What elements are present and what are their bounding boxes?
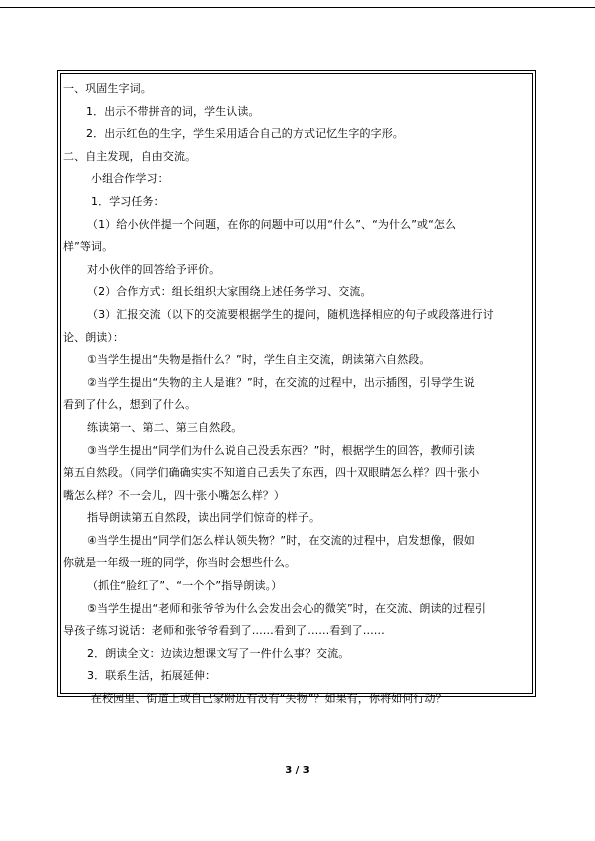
text-line: 1．出示不带拼音的词，学生认读。 xyxy=(86,104,260,118)
text-line: ⑤当学生提出“老师和张爷爷为什么会发出会心的微笑”时，在交流、朗读的过程引 xyxy=(87,601,486,615)
text-line: （1）给小伙伴提一个问题，在你的问题中可以用“什么”、“为什么”或“怎么 xyxy=(87,217,457,231)
text-line: 第五自然段。（同学们确确实实不知道自己丢失了东西，四十双眼睛怎么样？四十张小 xyxy=(63,466,480,480)
text-line: 1．学习任务： xyxy=(91,194,165,208)
page-number: 3 / 3 xyxy=(285,765,310,776)
text-line: ②当学生提出“失物的主人是谁？”时，在交流的过程中，出示插图，引导学生说 xyxy=(87,375,475,389)
text-line: ①当学生提出“失物是指什么？”时，学生自主交流，朗读第六自然段。 xyxy=(87,353,431,367)
text-line: ③当学生提出“同学们为什么说自己没丢东西？”时，根据学生的回答，教师引读 xyxy=(87,443,475,457)
lesson-content xyxy=(63,78,525,711)
text-line: 二、自主发现，自由交流。 xyxy=(63,149,197,163)
text-line: （3）汇报交流（以下的交流要根据学生的提问，随机选择相应的句子或段落进行讨 xyxy=(87,307,494,321)
text-line: 样”等词。 xyxy=(63,240,114,254)
text-line: 一、巩固生字词。 xyxy=(63,82,152,95)
text-line: 在校园里、街道上或自己家附近有没有“失物”？如果有，你将如何行动？ xyxy=(91,692,447,706)
text-line: 导孩子练习说话：老师和张爷爷看到了……看到了……看到了…… xyxy=(63,624,385,638)
text-line: 指导朗读第五自然段，读出同学们惊奇的样子。 xyxy=(87,511,321,525)
text-line: 2．出示红色的生字，学生采用适合自己的方式记忆生字的字形。 xyxy=(86,127,404,141)
text-line: 小组合作学习： xyxy=(91,172,169,186)
text-line: 3．联系生活，拓展延伸： xyxy=(87,669,217,683)
text-line: ④当学生提出“同学们怎么样认领失物？”时，在交流的过程中，启发想像，假如 xyxy=(87,533,475,547)
text-line: （抓住“脸红了”、“一个个”指导朗读。） xyxy=(87,579,283,593)
text-line: 2．朗读全文：边读边想课文写了一件什么事？交流。 xyxy=(87,646,350,660)
text-line: 对小伙伴的回答给予评价。 xyxy=(87,262,221,276)
lesson-table xyxy=(57,70,536,706)
text-line: 看到了什么，想到了什么。 xyxy=(63,398,197,412)
header-rule xyxy=(0,7,595,8)
text-line: 练读第一、第二、第三自然段。 xyxy=(87,420,243,434)
text-line: 你就是一年级一班的同学，你当时会想些什么。 xyxy=(63,556,297,570)
text-line: 论、朗读）： xyxy=(63,330,125,344)
text-line: （2）合作方式：组长组织大家围绕上述任务学习、交流。 xyxy=(87,285,372,299)
text-line: 嘴怎么样？不一会儿，四十张小嘴怎么样？） xyxy=(63,488,285,502)
